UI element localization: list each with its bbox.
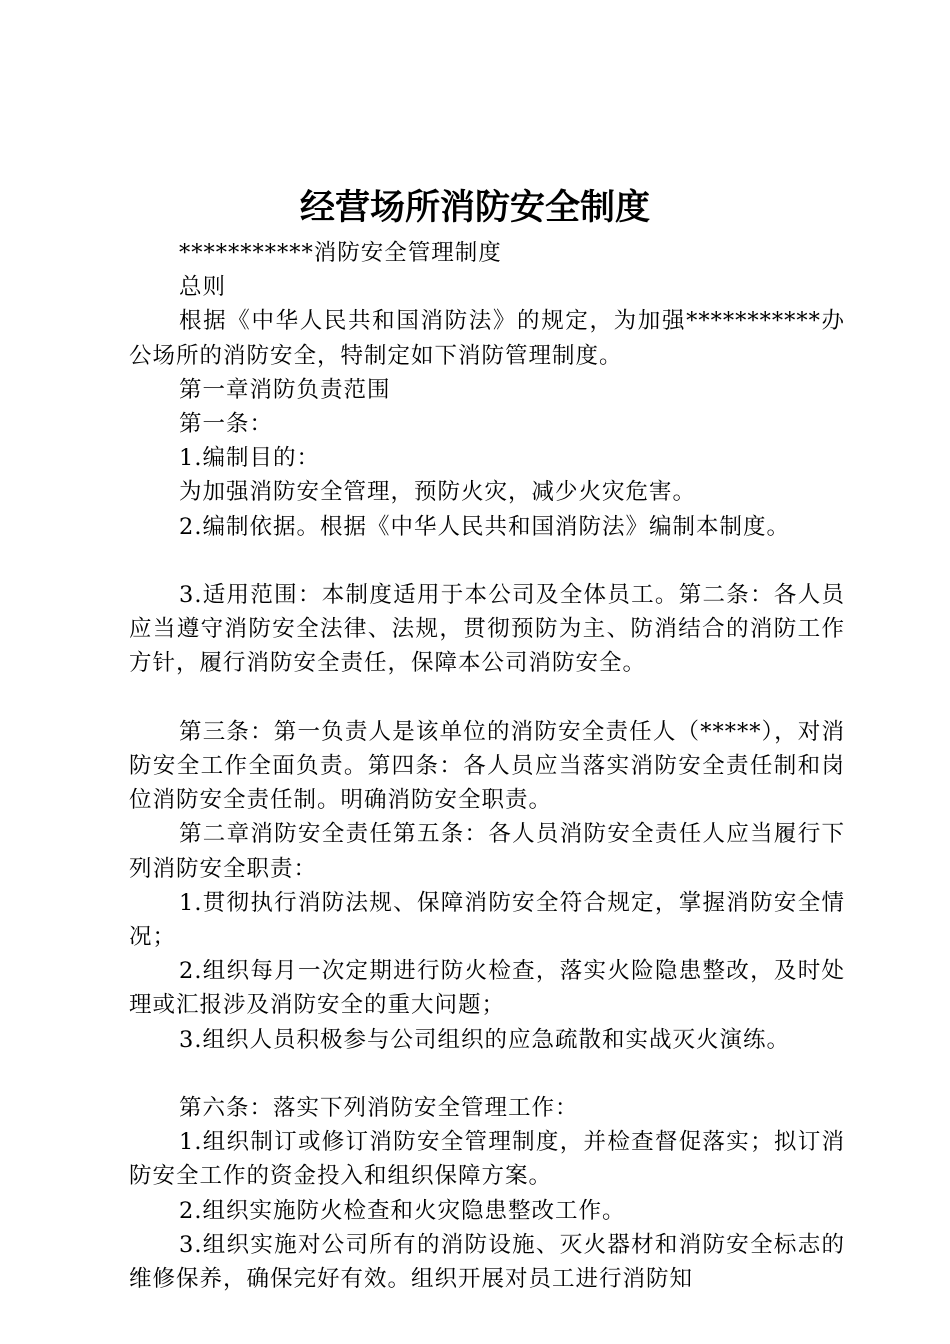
paragraph: 第一章消防负责范围	[179, 376, 391, 403]
paragraph: 第六条：落实下列消防安全管理工作：	[179, 1095, 579, 1122]
paragraph: 第三条：第一负责人是该单位的消防安全责任人（*****），对消防安全工作全面负责。第四条：各人员应当落实消防安全责任制和岗位消防安全责任制。明确消防安全职责。	[129, 718, 845, 814]
paragraph: 2.组织实施防火检查和火灾隐患整改工作。	[179, 1197, 626, 1224]
document-body	[129, 236, 845, 1296]
paragraph: 1.贯彻执行消防法规、保障消防安全符合规定，掌握消防安全情况；	[129, 889, 845, 951]
paragraph: 第一条：	[179, 411, 274, 438]
paragraph: 3.组织实施对公司所有的消防设施、灭火器材和消防安全标志的维修保养，确保完好有效。组织开展对员工进行消防知	[129, 1231, 845, 1293]
paragraph: 总则	[179, 274, 227, 301]
paragraph: 1.编制目的：	[179, 445, 320, 472]
paragraph: 2.组织每月一次定期进行防火检查，落实火险隐患整改，及时处理或汇报涉及消防安全的重大问题；	[129, 958, 845, 1019]
paragraph: 3.组织人员积极参与公司组织的应急疏散和实战灭火演练。	[179, 1026, 790, 1053]
paragraph: 第二章消防安全责任第五条：各人员消防安全责任人应当履行下列消防安全职责：	[129, 821, 845, 882]
paragraph: 1.组织制订或修订消防安全管理制度，并检查督促落实；拟订消防安全工作的资金投入和组织保障方案。	[129, 1129, 845, 1190]
document-title: 经营场所消防安全制度	[299, 188, 650, 228]
paragraph: 为加强消防安全管理，预防火灾，减少火灾危害。	[179, 479, 697, 506]
paragraph: 3.适用范围：本制度适用于本公司及全体员工。第二条：各人员应当遵守消防安全法律、法规，贯彻预防为主、防消结合的消防工作方针，履行消防安全责任，保障本公司消防安全。	[129, 582, 845, 677]
paragraph: 2.编制依据。根据《中华人民共和国消防法》编制本制度。	[179, 513, 790, 540]
paragraph: 根据《中华人民共和国消防法》的规定，为加强***********办公场所的消防安全，特制定如下消防管理制度。	[129, 308, 845, 369]
paragraph: ***********消防安全管理制度	[179, 240, 502, 266]
